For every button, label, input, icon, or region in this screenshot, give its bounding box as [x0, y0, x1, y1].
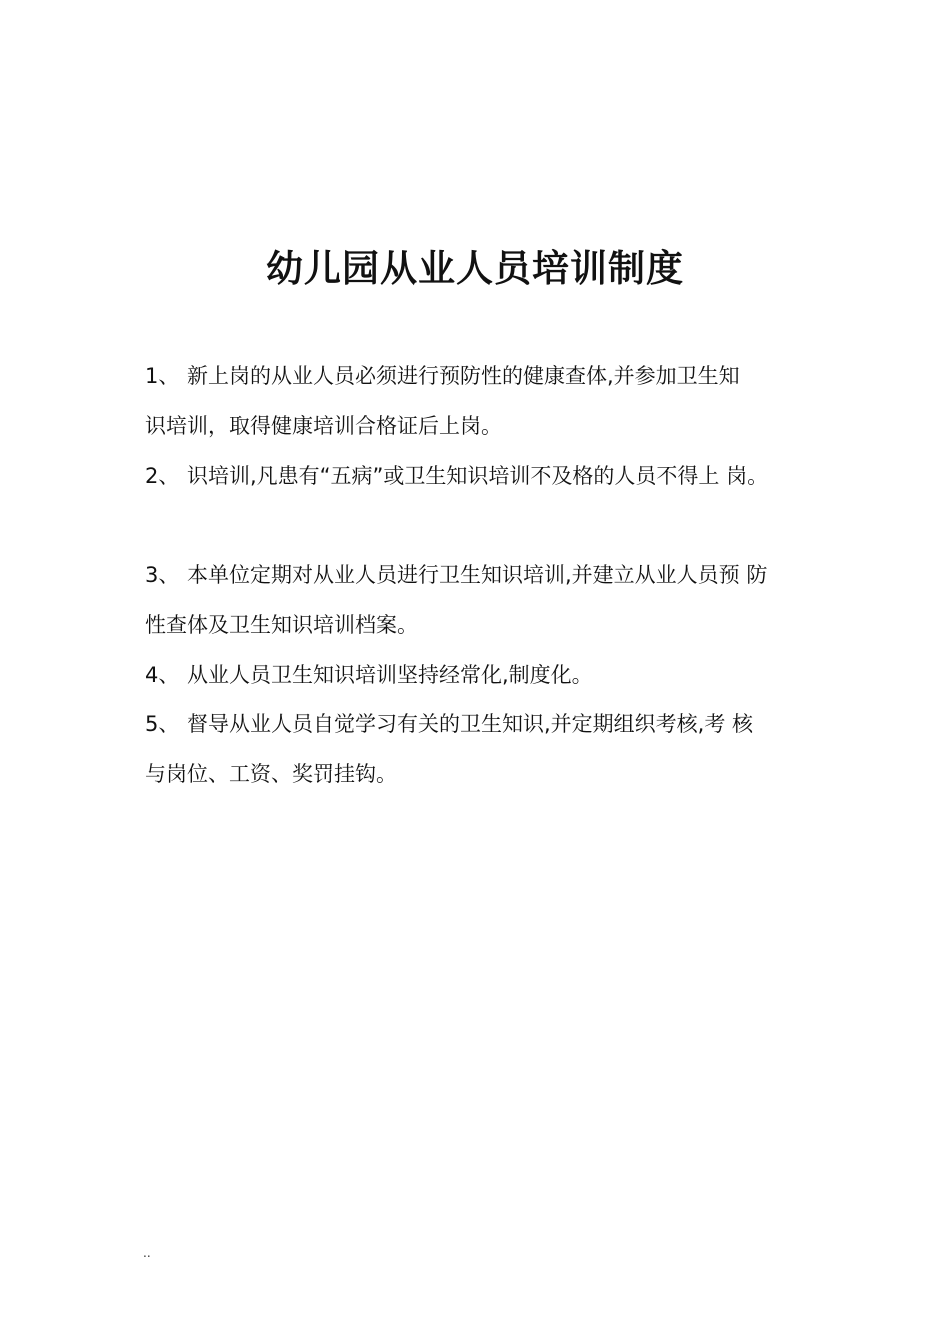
page-title: 幼儿园从业人员培训制度 — [266, 247, 684, 290]
item-text-line: 本单位定期对从业人员进行卫生知识培训,并建立从业人员预 防 — [187, 563, 768, 587]
list-item-1 — [145, 351, 825, 451]
item-text-line: 与岗位、工资、奖罚挂钩。 — [145, 762, 397, 786]
item-text-line: 性查体及卫生知识培训档案。 — [145, 613, 418, 637]
list-item-2 — [145, 451, 825, 501]
item-text-line: 识培训,凡患有“五病”或卫生知识培训不及格的人员不得上 岗。 — [187, 464, 769, 488]
item-number: 5、 — [145, 712, 180, 736]
item-text-line: 从业人员卫生知识培训坚持经常化,制度化。 — [187, 663, 593, 687]
item-number: 2、 — [145, 464, 180, 488]
item-text-line: 督导从业人员自觉学习有关的卫生知识,并定期组织考核,考 核 — [187, 712, 754, 736]
footer-mark: .. — [143, 1246, 151, 1260]
item-text-line: 新上岗的从业人员必须进行预防性的健康查体,并参加卫生知 — [187, 364, 740, 388]
list-item-4 — [145, 650, 825, 700]
item-text-line: 识培训，取得健康培训合格证后上岗。 — [145, 414, 502, 438]
item-number: 4、 — [145, 663, 180, 687]
list-item-5 — [145, 699, 825, 799]
item-number: 1、 — [145, 364, 180, 388]
item-number: 3、 — [145, 563, 180, 587]
list-item-3 — [145, 550, 825, 650]
